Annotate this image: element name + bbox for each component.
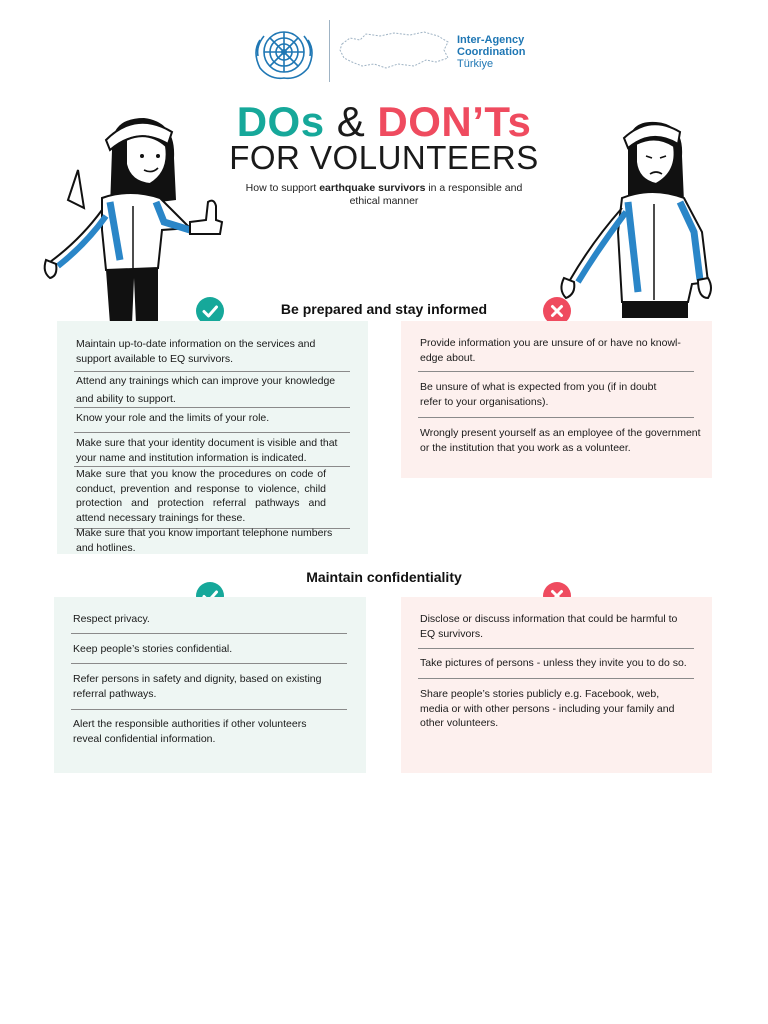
list-item: Share people’s stories publicly e.g. Facebook, web, media or with other persons - including your family and other volunteers. xyxy=(420,688,675,729)
section-heading: Be prepared and stay informed xyxy=(280,301,488,317)
divider xyxy=(74,371,350,372)
list-item: Respect privacy. xyxy=(73,613,150,625)
page-subtitle xyxy=(230,182,538,208)
org-name-line3: Türkiye xyxy=(457,58,494,70)
org-name-line1: Inter-Agency xyxy=(457,34,525,46)
list-item: Be unsure of what is expected from you (if in doubt refer to your organisations). xyxy=(420,381,657,408)
divider xyxy=(71,663,347,664)
subtitle-post: in a responsible and ethical manner xyxy=(349,182,523,207)
divider xyxy=(74,432,350,433)
list-item: Know your role and the limits of your role. xyxy=(76,412,270,424)
divider xyxy=(418,371,694,372)
org-name xyxy=(457,34,525,70)
title-ampersand: & xyxy=(336,98,366,145)
divider xyxy=(418,678,694,679)
list-item: Make sure that you know important telephone numbers and hotlines. xyxy=(76,527,333,554)
list-item: Keep people’s stories confidential. xyxy=(73,643,233,655)
page-title-line2: FOR VOLUNTEERS xyxy=(229,139,539,176)
section-heading: Maintain confidentiality xyxy=(306,569,462,585)
subtitle-pre: How to support xyxy=(245,182,320,194)
list-item: Provide information you are unsure of or have no knowl-edge about. xyxy=(420,337,681,364)
list-item: Alert the responsible authorities if other volunteers reveal confidential information. xyxy=(73,718,307,745)
divider xyxy=(418,648,694,649)
list-item: Refer persons in safety and dignity, based on existing referral pathways. xyxy=(73,673,322,700)
list-item: Disclose or discuss information that could be harmful to EQ survivors. xyxy=(420,613,678,640)
divider xyxy=(418,417,694,418)
org-name-line2: Coordination xyxy=(457,46,526,58)
un-emblem-icon xyxy=(246,22,322,82)
list-item: Make sure that your identity document is visible and that your name and institution information is indicated. xyxy=(76,437,338,464)
list-item: Take pictures of persons - unless they invite you to do so. xyxy=(420,657,687,669)
title-dos: DOs xyxy=(236,98,325,145)
subtitle-bold: earthquake survivors xyxy=(319,182,426,194)
divider xyxy=(74,407,350,408)
list-item: Wrongly present yourself as an employee of the government or the institution that you work as a volunteer. xyxy=(420,427,701,454)
divider xyxy=(71,633,347,634)
list-item: Make sure that you know the procedures on code of conduct, prevention and response to violence, child protection and protection referral pathways and attend necessary trainings for these. xyxy=(76,468,326,524)
title-donts: DON’Ts xyxy=(377,98,532,145)
divider xyxy=(71,709,347,710)
logo-separator xyxy=(329,20,330,82)
list-item: Maintain up-to-date information on the services and support available to EQ survivors. xyxy=(76,338,316,365)
list-item: Attend any trainings which can improve your knowledge and ability to support. xyxy=(76,375,336,405)
turkiye-map-icon xyxy=(336,28,454,76)
